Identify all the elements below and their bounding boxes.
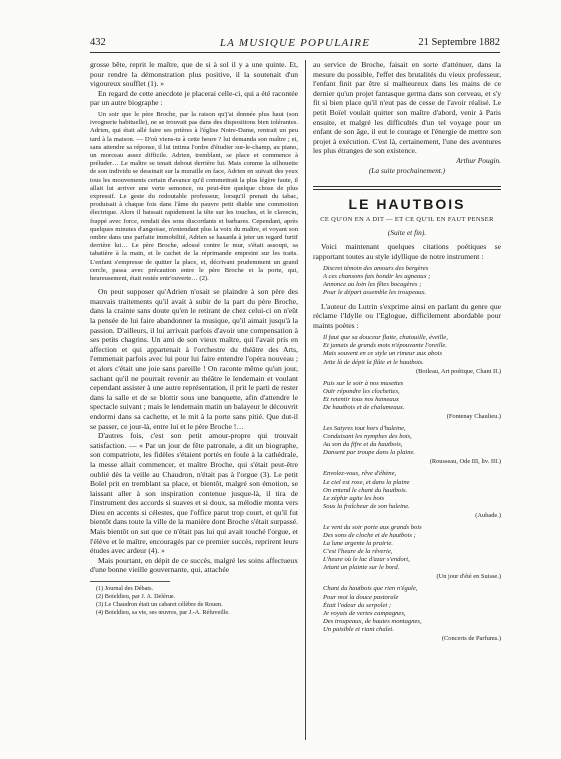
citation-source: (Boileau, Art poétique, Chant II.) — [415, 367, 501, 375]
verse-line: Il faut que sa douceur flatte, chatouille, éveille, — [323, 334, 448, 342]
verse-line: Des sons de cloche et de hautbois ; — [323, 531, 416, 539]
article-subtitle: CE QU'ON EN A DIT — ET CE QU'IL EN FAUT PENSER — [320, 215, 494, 223]
citation-source: (Concerts de Parfums.) — [441, 635, 501, 642]
verse-line: Et retentir tous nos hameaux — [323, 395, 399, 403]
poem-stanza — [323, 380, 501, 412]
continuation-note: (Suite et fin). — [387, 227, 427, 237]
footnote: (3) Le Chaudron était un cabaret célèbre de Rouen. — [96, 601, 223, 609]
header-rule — [90, 52, 500, 53]
poem-stanza — [323, 585, 501, 634]
footnote: (2) Boieldieu, par J. A. Delérue. — [96, 593, 176, 601]
verse-line: Discret témoin des amours des bergères — [323, 265, 429, 273]
footnote: (1) Journal des Débats. — [96, 585, 154, 593]
poem-stanza — [323, 334, 501, 366]
verse-line: Conduisant les nymphes des bois, — [323, 433, 412, 441]
verse-line: Jetant un plainte sur le bord. — [323, 564, 400, 572]
author-signature: Arthur Pougin. — [456, 155, 501, 165]
section-rule — [313, 186, 501, 190]
verse-line: Des troupeaux, de hautes montagnes, — [323, 617, 422, 625]
article-title: LE HAUTBOIS — [348, 195, 466, 212]
verse-line: Je voyais de vertes campagnes, — [323, 609, 406, 617]
verse-line: Pour le départ assemble les troupeaux. — [323, 289, 427, 297]
verse-line: L'heure où le lac d'azur s'endort, — [323, 556, 410, 564]
to-be-continued: (La suite prochainement.) — [368, 165, 446, 175]
poem-stanza — [323, 425, 501, 457]
citation-source: (Fontenay Chaulieu.) — [446, 413, 501, 421]
verse-line: Jette là de dépit la flûte et le hautbois. — [323, 358, 424, 366]
verse-line: Au son du fifre et du hautbois, — [323, 441, 403, 449]
verse-line: Sous la fraîcheur de son haleine. — [323, 502, 410, 510]
verse-line: Était l'odeur du serpolet ; — [323, 601, 392, 609]
issue-date: 21 Septembre 1882 — [418, 37, 500, 48]
verse-line: Envolez-vous, rêve d'ébène, — [323, 470, 397, 478]
running-head — [90, 36, 500, 50]
paragraph: Voici maintenant quelques citations poétiques se rapportant toutes au style idyllique de notre instrument : — [313, 241, 501, 261]
citation-source: (Rousseau, Ode III, liv. III.) — [429, 458, 501, 466]
verse-line: Pour moi la douce pastorale — [323, 593, 399, 601]
verse-line: Le zéphir agite les bois — [323, 494, 385, 502]
paragraph: grosse bête, reprit le maître, que de si à sol il y a une quinte. Et, pour rendre la démonstration plus positive, il la soutenait d'un vigoureux soufflet (1). » — [90, 60, 298, 89]
verse-line: Et jamais de grands mots n'épouvante l'oreille. — [323, 342, 447, 350]
block-quote: Un soir que le père Broche, par la raison qu'j'ai donnée plus haut (son ivrognerie habituelle), ne se trouvait pas dans des dispositions bien tolérantes. Adrien, qui était allé faire ses prières à l'église Notre-Dame, rentrait un peu tard à la maison. — D'où viens-tu à cette heure ? lui demanda son maître ; et, sans attendre sa réponse, il lui intima l'ordre d'étudier sur-le-champ, au piano, un morceau assez difficile. Adrien, tremblant, se place et commence à préluder… Le maître se tenait debout derrière lui. Mais comme la silhouette de son individu se dessinait sur la muraille en face, Adrien en suivait des yeux tous les mouvements certain d'avance qu'il commettrait la plus légère faute, il allait lui arriver une verte semonce, ou peut-être quelque chose de plus expressif. Le geste du redoutable professeur, lorsqu'il prenait du tabac, produisait à chaque fois dans l'âme du pauvre petit diable une commotion électrique. Alors il baissait rapidement la tête sur les touches, et le clavecin, frappé avec force, rendait des sons discordants et barbares. Cependant, après quelques minutes d'angoisse, n'entendant plus la voix du maître, et voyant son ombre dans une parfaite immobilité, Adrien se hasarda à jeter un regard furtif derrière lui… Le père Broche, adossé contre le mur, s'était assoupi, sa tabatière à la main, et le cachet de la réprimande empreint sur les traits. L'enfant s'empresse de quitter la place, et, décrivant prudemment un grand cercle, passa avec précaution entre le père Broche et la porte, qui, heureusement, était restée entr'ouverte… (2). — [90, 110, 298, 283]
paragraph: au service de Broche, faisait en sorte d'atténuer, dans la mesure du possible, l'effet des brutalités du vieux professeur, l'enfant finit par être si malheureux dans les mains de ce dernier qu'un projet fantasque germa dans son cerveau, et s'y fit si bien place qu'il n'eut pas de cesse de l'avoir réalisé. Le petit Boïel voulait quitter son maître d'abord, venir à Paris ensuite, et malgré les difficultés d'un tel voyage pour un enfant de son âge, il eut le courage et l'énergie de mettre son projet à exécution. C'est là, certainement, l'une des aventures les plus étranges de son existence. — [313, 60, 501, 156]
journal-title: LA MUSIQUE POPULAIRE — [219, 37, 371, 49]
verse-line: La lune argente la prairie. — [323, 540, 393, 548]
verse-line: Un paisible et riant chalet. — [323, 625, 394, 633]
verse-line: Le ciel est rose, et dans la plaine — [323, 478, 410, 486]
poem-stanza — [323, 470, 501, 510]
paragraph: On peut supposer qu'Adrien n'osait se plaindre à son père des mauvais traitements qu'il avait à subir de la part du père Broche, dans la crainte sans doute qu'en le retirant de chez celui-ci on n'eût la pensée de lui faire abandonner la musique, qu'il aimait jusqu'à la passion. D'ailleurs, il lui arrivait parfois d'avoir une compensation à ses petits chagrins. Un ami de son vieux maître, qui l'avait pris en affection et qui appartenait à l'orchestre du théâtre des Arts, l'emmenait parfois avec lui pour lui faire entendre l'opéra nouveau ; et alors c'était une joie sans pareille ! On raconte même qu'un jour, sachant qu'il ne pourrait revenir au théâtre le lendemain et voulant cependant assister à une autre représentation, il prit le parti de rester dans la salle et de se blottir sous une banquette, afin d'attendre le spectacle suivant ; mais le lendemain matin un balayeur le découvrit endormi dans sa cachette, et le mit à la porte sans pitié. Que dut-il se passer, ce jour-là, entre lui et le père Broche !… — [90, 287, 298, 431]
verse-line: A ces chansons fais bondir les agneaux ; — [323, 273, 431, 281]
verse-line: Les Satyres tout hors d'haleine, — [323, 425, 406, 433]
poem-stanza — [323, 265, 501, 297]
paragraph: D'autres fois, c'est son petit amour-propre qui trouvait satisfaction. — « Par un jour de fête patronale, a dit un biographe, son compatriote, les fidèles s'étaient portés en foule à la cathédrale, la messe allait commencer, et maître Broche, qui s'était peut-être oublié dès la veille au Chaudron, n'était pas à l'orgue (3). Le petit Boïel prit en tremblant sa place, et bientôt, malgré son émotion, se laissant aller à son inspiration contenue jusque-là, il tira de l'instrument des accords si suaves et si doux, sa mélodie monta vers Dieu en accents si célestes, que l'office parut trop court, et qu'il fut bientôt dans toute la ville de la manière dont Broche s'était surpassé. Mais bientôt on sut que ce n'était pas lui qui avait touché l'orgue, et l'élève et le maître, encouragés par ce premier succès, reprirent leurs études avec ardeur (4). » — [90, 431, 298, 556]
right-column — [313, 60, 501, 750]
verse-line: Ouïr répondre les clochettes, — [323, 387, 400, 395]
poem-stanza — [323, 524, 501, 573]
verse-line: Mais souvent en ce style un rimeur aux abois — [323, 350, 443, 358]
left-column — [90, 60, 298, 750]
paragraph: En regard de cette anecdote je placerai celle-ci, qui a été racontée par un autre biographe : — [90, 88, 298, 108]
citation-source: (Aubade.) — [475, 511, 501, 519]
footnote: (4) Boieldieu, sa vie, ses œuvres, par J.-A. Réfuveille. — [96, 609, 230, 617]
column-divider — [305, 60, 306, 740]
verse-line: On entend le chant du hautbois. — [323, 486, 408, 494]
citation-source: (Un jour d'été en Suisse.) — [436, 573, 501, 581]
verse-line: Chant du hautbois que rien n'égale, — [323, 585, 418, 593]
page-number: 432 — [90, 37, 106, 48]
verse-line: Puis sur le soir à nos musettes — [323, 379, 404, 387]
footnote-rule — [90, 581, 170, 582]
verse-line: Annonce au loin les fêtes bocagères ; — [323, 281, 422, 289]
verse-line: C'est l'heure de la rêverie, — [323, 548, 393, 556]
verse-line: Le vent du soir porte aux grands bois — [323, 523, 422, 531]
verse-line: Dansent par troupe dans la plaine. — [323, 449, 416, 457]
paragraph: L'auteur du Lutrin s'exprime ainsi en parlant du genre que réclame l'Idylle ou l'Eglogue, difficilement abordable pour maints poètes : — [313, 301, 501, 330]
paragraph: Mais pourtant, en dépit de ce succès, malgré les soins affectueux d'une bonne vieille gouvernante, qui, attachée — [90, 555, 298, 575]
verse-line: De hautbois et de chalumeaux. — [323, 403, 405, 411]
